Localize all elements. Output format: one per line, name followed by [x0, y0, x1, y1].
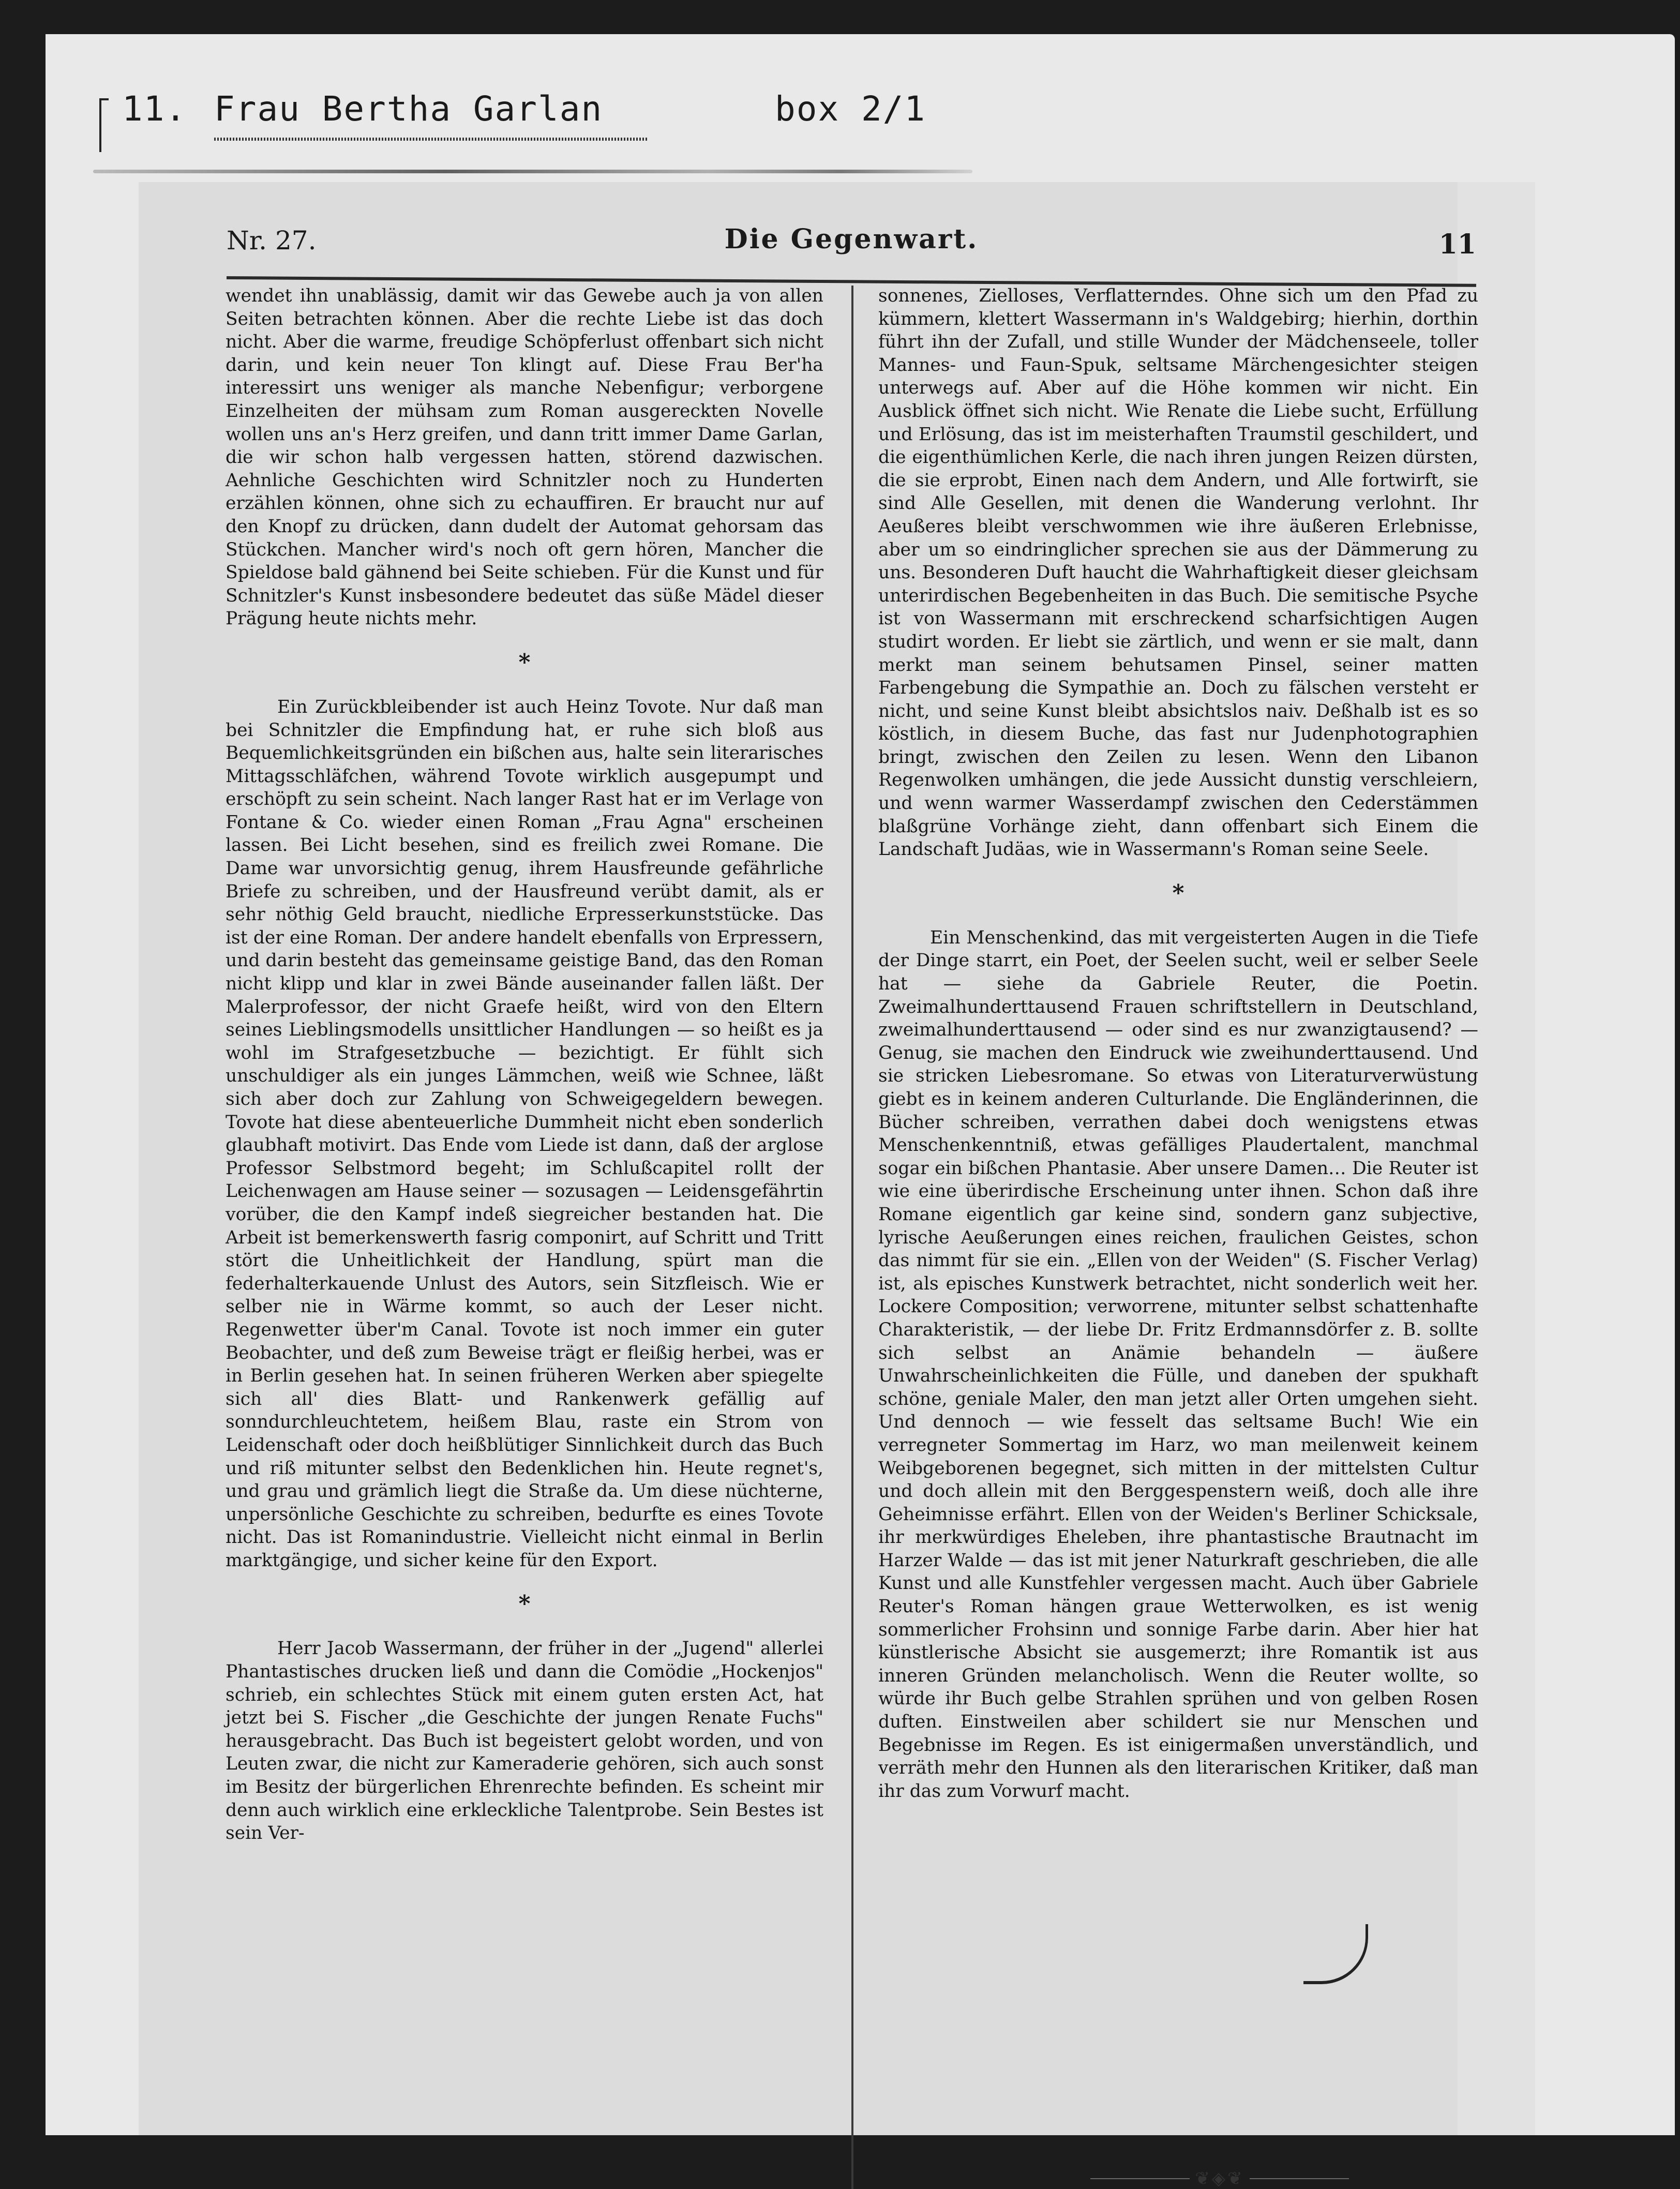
archive-label-underline [214, 138, 649, 141]
column-divider [851, 286, 853, 2189]
ornament-line-right [1250, 2178, 1349, 2179]
section-separator: * [518, 649, 531, 676]
article-paragraph: Ein Menschenkind, das mit vergeisterten Augen in die Tiefe der Dinge starrt, ein Poet, der Seelen sucht, weil er selber Seele hat — siehe da Gabriele Reuter, die Poetin. Zweimalhunderttausend Frauen schriftstellern in Deutschland, zweimalhunderttausend — oder sind es nur zwanzigtausend? — Genug, sie machen den Eindruck wie zweihunderttausend. Und sie stricken Liebesromane. So etwas von Literaturverwüstung giebt es in keinem anderen Culturlande. Die Engländerinnen, die Bücher schreiben, verrathen dabei doch wenigstens etwas Menschenkenntniß, etwas gefälliges Plaudertalent, manchmal sogar ein bißchen Phantasie. Aber unsere Damen… Die Reuter ist wie eine überirdische Erscheinung unter ihnen. Schon daß ihre Romane eigentlich gar keine sind, sondern ganz subjective, lyrische Aeußerungen eines reichen, fraulichen Geistes, schon das nimmt für sie ein. „Ellen von der Weiden" (S. Fischer Verlag) ist, als episches Kunstwerk betrachtet, nicht sonderlich weit her. Lockere Composition; verworrene, mitunter selbst schattenhafte Charakteristik, — der liebe Dr. Fritz Erdmannsdörfer z. B. sollte sich selbst an Anämie behandeln — äußere Unwahrscheinlichkeiten die Fülle, und daneben der spukhaft schöne, geniale Maler, den man jetzt aller Orten umgehen sieht. Und dennoch — wie fesselt das seltsame Buch! Wie ein verregneter Sommertag im Harz, wo man meilenweit keinem Weibgeborenen begegnet, sich mitten in der mittelsten Cultur und doch allein mit den Berggespenstern weiß, doch alle ihre Geheimnisse erfährt. Ellen von der Weiden's Berliner Schicksale, ihr merkwürdiges Eheleben, ihre phantastische Brautnacht im Harzer Walde — das ist mit jener Naturkraft geschrieben, die alle Kunst und alle Kunstfehler vergessen macht. Auch über Gabriele Reuter's Roman hängen graue Wetterwolken, es ist wenig sommerlicher Frohsinn und sonnige Farbe darin. Aber hier hat künstlerische Absicht sie ausgemerzt; ihre Romantik ist aus inneren Gründen melancholisch. Wenn die Reuter wollte, so würde ihr Buch gelbe Strahlen sprühen und von gelben Rosen duften. Einstweilen aber schildert sie nur Menschen und Begebnisse im Regen. Es ist einigermaßen unverständlich, und verräth mehr den Hunnen als den literarischen Kritiker, daß man ihr das zum Vorwurf macht. [878, 927, 1478, 1802]
corner-mark [99, 98, 109, 152]
issue-number: Nr. 27. [227, 226, 317, 256]
tape-edge [93, 170, 972, 173]
end-ornament [1090, 2168, 1349, 2189]
article-paragraph: sonnenes, Zielloses, Verflatterndes. Ohne sich um den Pfad zu kümmern, klettert Wassermann in's Waldgebirg; hierhin, dorthin führt ihn der Zufall, und stille Wunder der Mädchenseele, toller Mannes- und Faun-Spuk, seltsame Märchengesichter steigen unterwegs auf. Aber auf die Höhe kommen wir nicht. Ein Ausblick öffnet sich nicht. Wie Renate die Liebe sucht, Erfüllung und Erlösung, das ist im meisterhaften Traumstil geschildert, und die eigenthümlichen Kerle, die nach ihren jungen Reizen dürsten, die sie erprobt, Einen nach dem Andern, und Alle fortwirft, sie sind Alle Gesellen, mit denen die Wanderung verlohnt. Ihr Aeußeres bleibt verschwommen wie ihre äußeren Erlebnisse, aber um so eindringlicher sprechen sie aus der Dämmerung zu uns. Besonderen Duft haucht die Wahrhaftigkeit dieser gleichsam unterirdischen Begebenheiten in das Buch. Die semitische Psyche ist von Wassermann mit erschreckend scharfsichtigen Augen studirt worden. Er liebt sie zärtlich, und wenn er sie malt, dann merkt man seinem behutsamen Pinsel, seiner matten Farbengebung die Sympathie an. Doch zu fälschen versteht er nicht, und seine Kunst bleibt absichtslos naiv. Deßhalb ist es so köstlich, in diesem Buche, das fast nur Judenphotographien bringt, zwischen den Zeilen zu lesen. Wenn den Libanon Regenwolken umhängen, die jede Aussicht dunstig verschleiern, und wenn warmer Wasserdampf zwischen den Cederstämmen blaßgrüne Vorhänge zieht, dann offenbart sich Einem die Landschaft Judäas, wie in Wassermann's Roman seine Seele. [878, 286, 1478, 860]
archive-label-box: box 2/1 [775, 89, 926, 129]
archive-label-number: 11. [122, 89, 187, 129]
article-paragraph: Herr Jacob Wassermann, der früher in der „Jugend" allerlei Phantastisches drucken ließ und dann die Comödie „Hockenjos" schrieb, ein schlechtes Stück mit einem guten ersten Act, hat jetzt bei S. Fischer „die Geschichte der jungen Renate Fuchs" herausgebracht. Das Buch ist begeistert gelobt worden, und von Leuten zwar, die nicht zur Kameraderie gehören, sich auch sonst im Besitz der bürgerlichen Ehrenrechte befinden. Es scheint mir denn auch wirklich eine erkleckliche Talentprobe. Sein Bestes ist sein Ver- [226, 1638, 823, 1844]
article-paragraph: Ein Zurückbleibender ist auch Heinz Tovote. Nur daß man bei Schnitzler die Empfindung hat, er ruhe sich bloß aus Bequemlichkeitsgründen ein bißchen aus, halte sein literarisches Mittagsschläfchen, während Tovote wirklich ausgepumpt und erschöpft zu sein scheint. Nach langer Rast hat er im Verlage von Fontane & Co. wieder einen Roman „Frau Agna" erscheinen lassen. Bei Licht besehen, sind es freilich zwei Romane. Die Dame war unvorsichtig genug, ihrem Hausfreunde gefährliche Briefe zu schreiben, und der Hausfreund verübt damit, als er sehr nöthig Geld braucht, niedliche Erpresserkunststücke. Das ist der eine Roman. Der andere handelt ebenfalls von Erpressern, und darin besteht das gemeinsame geistige Band, das den Roman nicht klipp und klar in zwei Bände auseinander fallen läßt. Der Malerprofessor, der nicht Graefe heißt, wird von den Eltern seines Lieblingsmodells unsittlicher Handlungen — so heißt es ja wohl im Strafgesetzbuche — bezichtigt. Er fühlt sich unschuldiger als ein junges Lämmchen, weiß wie Schnee, läßt sich aber doch zur Zahlung von Schweigegeldern bewegen. Tovote hat diese abenteuerliche Dummheit nicht eben sonderlich glaubhaft motivirt. Das Ende vom Liede ist dann, daß der arglose Professor Selbstmord begeht; im Schlußcapitel rollt der Leichenwagen am Hause seiner — sozusagen — Leidensgefährtin vorüber, die den Kampf indeß siegreicher bestanden hat. Die Arbeit ist bemerkenswerth fasrig componirt, auf Schritt und Tritt stört die Unheitlichkeit der Handlung, spürt man die federhalterkauende Unlust des Autors, sein Sitzfleisch. Wie er selber nie in Wärme kommt, so auch der Leser nicht. Regenwetter über'm Canal. Tovote ist noch immer ein guter Beobachter, und deß zum Beweise trägt er fleißig herbei, was er in Berlin gesehen hat. In seinen früheren Werken aber spiegelte sich all' dies Blatt- und Rankenwerk gefällig auf sonndurchleuchtetem, heißem Blau, raste ein Strom von Leidenschaft oder doch heißblütiger Sinnlichkeit durch das Buch und riß mitunter selbst den Bedenklichen hin. Heute regnet's, und grau und grämlich liegt die Straße da. Um diese nüchterne, unpersönliche Geschichte zu schreiben, bedurfte es eines Tovote nicht. Das ist Romanindustrie. Vielleicht nicht einmal in Berlin marktgängige, und sicher keine für den Export. [226, 696, 824, 1571]
masthead [227, 218, 1476, 270]
newspaper-clipping [139, 182, 1535, 2189]
publication-title: Die Gegenwart. [724, 223, 979, 255]
section-separator: * [518, 1591, 531, 1617]
page-number: 11 [1438, 229, 1476, 260]
archive-label-title: Frau Bertha Garlan [214, 89, 603, 129]
ornament-line-left [1090, 2178, 1190, 2179]
section-separator: * [1172, 879, 1184, 906]
article-paragraph: wendet ihn unablässig, damit wir das Gewebe auch ja von allen Seiten betrachten können. Aber die rechte Liebe ist das doch nicht. Aber die warme, freudige Schöpferlust offenbart sich nicht darin, und kein neuer Ton klingt auf. Diese Frau Ber'ha interessirt uns weniger als manche Nebenfigur; verborgene Einzelheiten der mühsam zum Roman ausgereckten Novelle wollen uns an's Herz greifen, und dann tritt immer Dame Garlan, die wir schon halb vergessen hatten, störend dazwischen. Aehnliche Geschichten wird Schnitzler noch zu Hunderten erzählen können, ohne sich zu echauffiren. Er braucht nur auf den Knopf zu drücken, dann dudelt der Automat gehorsam das Stückchen. Mancher wird's noch oft gern hören, Mancher die Spieldose bald gähnend bei Seite schieben. Für die Kunst und für Schnitzler's Kunst insbesondere bedeutet das süße Mädel dieser Prägung heute nichts mehr. [226, 286, 823, 629]
ornament-glyph: ❦◈❦ [1195, 2168, 1244, 2189]
left-column [226, 284, 823, 1845]
right-column [878, 284, 1478, 1803]
